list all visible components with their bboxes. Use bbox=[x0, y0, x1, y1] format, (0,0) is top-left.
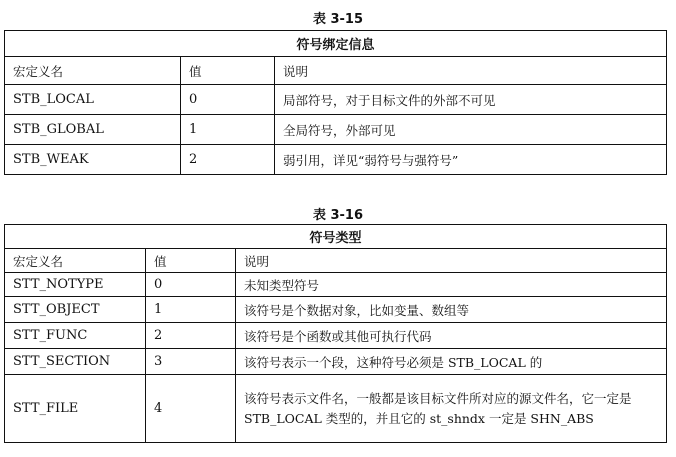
table-row bbox=[5, 85, 667, 115]
macro-name-cell: STT_OBJECT bbox=[5, 297, 146, 323]
description-cell: 弱引用，详见“弱符号与强符号” bbox=[275, 145, 667, 175]
macro-name-cell: STB_GLOBAL bbox=[5, 115, 181, 145]
column-header-macro-name: 宏定义名 bbox=[5, 57, 181, 85]
table-3-15-caption: 表 3-15 bbox=[312, 12, 364, 27]
description-cell: 该符号表示一个段，这种符号必须是 STB_LOCAL 的 bbox=[236, 349, 667, 375]
column-header-value: 值 bbox=[181, 57, 275, 85]
description-cell: 该符号是个函数或其他可执行代码 bbox=[236, 323, 667, 349]
macro-name-cell: STB_WEAK bbox=[5, 145, 181, 175]
value-cell: 1 bbox=[146, 297, 236, 323]
table-3-16-caption: 表 3-16 bbox=[312, 208, 364, 223]
macro-name-cell: STB_LOCAL bbox=[5, 85, 181, 115]
description-cell: 该符号是个数据对象，比如变量、数组等 bbox=[236, 297, 667, 323]
macro-name-cell: STT_NOTYPE bbox=[5, 273, 146, 297]
description-cell: 全局符号，外部可见 bbox=[275, 115, 667, 145]
column-header-value: 值 bbox=[146, 249, 236, 273]
symbol-binding-table bbox=[4, 30, 667, 175]
table-row bbox=[5, 323, 667, 349]
value-cell: 0 bbox=[146, 273, 236, 297]
table-row bbox=[5, 349, 667, 375]
table-title: 符号类型 bbox=[5, 225, 667, 249]
value-cell: 3 bbox=[146, 349, 236, 375]
table-row bbox=[5, 297, 667, 323]
value-cell: 4 bbox=[146, 375, 236, 443]
value-cell: 0 bbox=[181, 85, 275, 115]
description-cell: 局部符号，对于目标文件的外部不可见 bbox=[275, 85, 667, 115]
value-cell: 1 bbox=[181, 115, 275, 145]
column-header-macro-name: 宏定义名 bbox=[5, 249, 146, 273]
table-header-row bbox=[5, 57, 667, 85]
table-row bbox=[5, 375, 667, 443]
macro-name-cell: STT_SECTION bbox=[5, 349, 146, 375]
table-row bbox=[5, 115, 667, 145]
table-row bbox=[5, 273, 667, 297]
description-cell: 该符号表示文件名，一般都是该目标文件所对应的源文件名，它一定是 STB_LOCAL 类型的，并且它的 st_shndx 一定是 SHN_ABS bbox=[236, 375, 667, 443]
symbol-type-table bbox=[4, 224, 667, 443]
macro-name-cell: STT_FUNC bbox=[5, 323, 146, 349]
value-cell: 2 bbox=[146, 323, 236, 349]
table-header-row bbox=[5, 249, 667, 273]
table-row bbox=[5, 145, 667, 175]
macro-name-cell: STT_FILE bbox=[5, 375, 146, 443]
table-title: 符号绑定信息 bbox=[5, 31, 667, 57]
description-cell: 未知类型符号 bbox=[236, 273, 667, 297]
column-header-description: 说明 bbox=[236, 249, 667, 273]
column-header-description: 说明 bbox=[275, 57, 667, 85]
value-cell: 2 bbox=[181, 145, 275, 175]
